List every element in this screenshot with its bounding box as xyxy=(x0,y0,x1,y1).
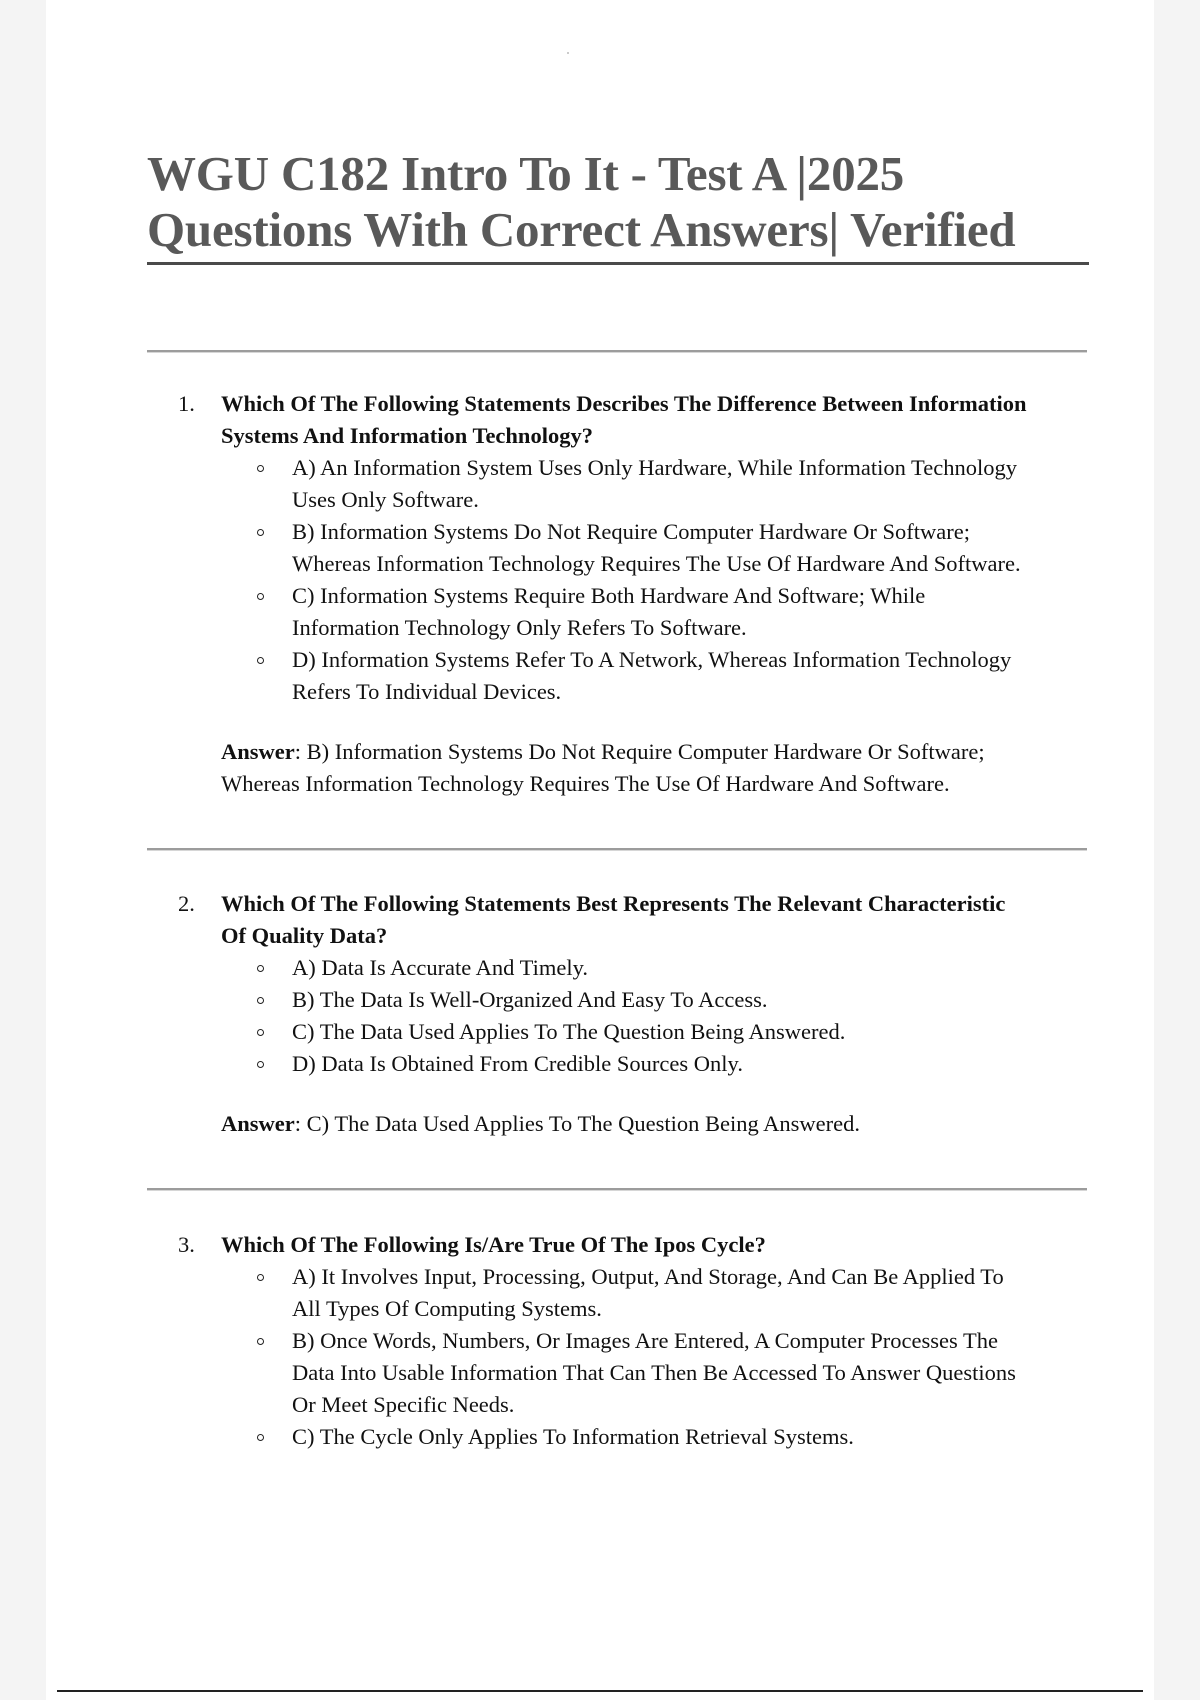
option-text-line: D) Information Systems Refer To A Network, Whereas Information Technology xyxy=(292,647,1012,672)
option-text-line: A) It Involves Input, Processing, Output, And Storage, And Can Be Applied To xyxy=(292,1264,1004,1289)
question-3-options xyxy=(178,1261,1088,1453)
option-text-line: C) The Cycle Only Applies To Information Retrieval Systems. xyxy=(292,1424,854,1449)
answer-text-line: Whereas Information Technology Requires The Use Of Hardware And Software. xyxy=(221,771,950,796)
question-number: 2. xyxy=(178,891,195,916)
option-text-line: B) Once Words, Numbers, Or Images Are Entered, A Computer Processes The xyxy=(292,1328,998,1353)
question-2-answer xyxy=(178,1108,1088,1140)
option-a xyxy=(178,1261,1088,1325)
section-divider xyxy=(147,848,1087,851)
answer-text-line: : B) Information Systems Do Not Require Computer Hardware Or Software; xyxy=(294,739,985,764)
question-1-options xyxy=(178,452,1088,708)
question-text-line: Which Of The Following Is/Are True Of The Ipos Cycle? xyxy=(221,1232,766,1257)
option-c xyxy=(178,1421,1088,1453)
question-number: 1. xyxy=(178,391,195,416)
option-text-line: B) Information Systems Do Not Require Computer Hardware Or Software; xyxy=(292,519,970,544)
option-c xyxy=(178,580,1088,644)
hollow-circle-bullet-icon xyxy=(257,1029,264,1036)
question-number: 3. xyxy=(178,1232,195,1257)
hollow-circle-bullet-icon xyxy=(257,965,264,972)
option-text-line: A) Data Is Accurate And Timely. xyxy=(292,955,588,980)
document-title xyxy=(147,146,1087,258)
option-b xyxy=(178,1325,1088,1421)
hollow-circle-bullet-icon xyxy=(257,1338,264,1345)
hollow-circle-bullet-icon xyxy=(257,1434,264,1441)
section-divider xyxy=(147,1188,1087,1191)
question-text-line: Of Quality Data? xyxy=(221,923,388,948)
answer-label: Answer xyxy=(221,739,295,764)
option-text-line: A) An Information System Uses Only Hardware, While Information Technology xyxy=(292,455,1017,480)
answer-label: Answer xyxy=(221,1111,295,1136)
hollow-circle-bullet-icon xyxy=(257,1061,264,1068)
question-text-line: Which Of The Following Statements Describes The Difference Between Information xyxy=(221,391,1027,416)
option-text-line: Information Technology Only Refers To Software. xyxy=(292,615,747,640)
option-text-line: All Types Of Computing Systems. xyxy=(292,1296,602,1321)
option-a xyxy=(178,452,1088,516)
option-text-line: Refers To Individual Devices. xyxy=(292,679,562,704)
hollow-circle-bullet-icon xyxy=(257,997,264,1004)
title-underline xyxy=(147,262,1089,265)
option-text-line: Or Meet Specific Needs. xyxy=(292,1392,515,1417)
option-c xyxy=(178,1016,1088,1048)
option-b xyxy=(178,516,1088,580)
question-2-heading xyxy=(178,888,1088,952)
answer-text-line: : C) The Data Used Applies To The Question Being Answered. xyxy=(294,1111,860,1136)
question-1 xyxy=(178,388,1088,800)
question-2-options xyxy=(178,952,1088,1080)
option-d xyxy=(178,1048,1088,1080)
page-bottom-rule xyxy=(57,1690,1143,1692)
question-2 xyxy=(178,888,1088,1140)
page-mark xyxy=(567,52,569,54)
question-text-line: Systems And Information Technology? xyxy=(221,423,593,448)
option-text-line: B) The Data Is Well-Organized And Easy To Access. xyxy=(292,987,768,1012)
document-title-line-2: Questions With Correct Answers| Verified xyxy=(147,202,1016,257)
option-text-line: Uses Only Software. xyxy=(292,487,479,512)
question-1-answer xyxy=(178,736,1088,800)
hollow-circle-bullet-icon xyxy=(257,529,264,536)
option-a xyxy=(178,952,1088,984)
option-text-line: D) Data Is Obtained From Credible Sources Only. xyxy=(292,1051,743,1076)
hollow-circle-bullet-icon xyxy=(257,1274,264,1281)
option-text-line: Data Into Usable Information That Can Then Be Accessed To Answer Questions xyxy=(292,1360,1016,1385)
option-text-line: Whereas Information Technology Requires The Use Of Hardware And Software. xyxy=(292,551,1021,576)
section-divider xyxy=(147,350,1087,353)
question-3-heading xyxy=(178,1229,1088,1261)
hollow-circle-bullet-icon xyxy=(257,593,264,600)
question-3 xyxy=(178,1229,1088,1453)
question-1-heading xyxy=(178,388,1088,452)
option-text-line: C) The Data Used Applies To The Question Being Answered. xyxy=(292,1019,846,1044)
hollow-circle-bullet-icon xyxy=(257,657,264,664)
option-d xyxy=(178,644,1088,708)
option-b xyxy=(178,984,1088,1016)
option-text-line: C) Information Systems Require Both Hardware And Software; While xyxy=(292,583,926,608)
hollow-circle-bullet-icon xyxy=(257,465,264,472)
question-text-line: Which Of The Following Statements Best Represents The Relevant Characteristic xyxy=(221,891,1006,916)
document-title-line-1: WGU C182 Intro To It - Test A |2025 xyxy=(147,146,905,201)
